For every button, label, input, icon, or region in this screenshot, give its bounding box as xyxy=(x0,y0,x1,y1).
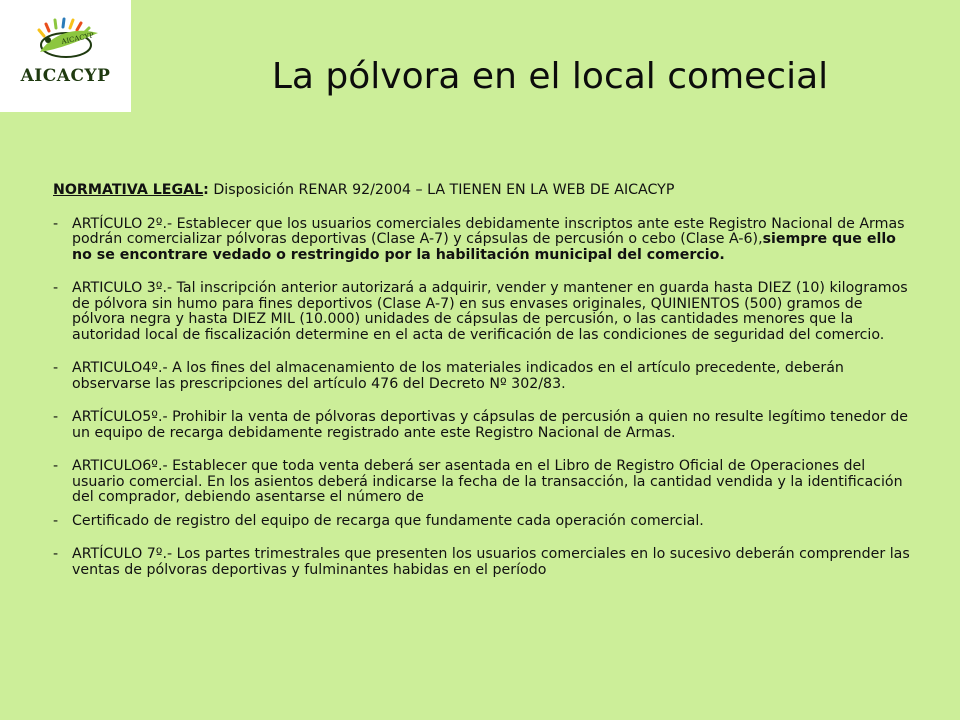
article-6 xyxy=(53,459,913,506)
article-4 xyxy=(53,361,913,392)
logo-ribbon-text: AICACYP xyxy=(60,31,95,46)
logo xyxy=(0,0,131,112)
article-text: ARTÍCULO 2º.- Establecer que los usuarios comerciales debidamente inscriptos ante este Registro Nacional de Armas podrán comercializar pólvoras deportivas (Clase A-7) y cápsulas de percusión o cebo (Clase A-6), xyxy=(72,215,905,247)
list-dash: - xyxy=(53,458,59,474)
normativa-line xyxy=(53,183,913,199)
article-text: Certificado de registro del equipo de recarga que fundamente cada operación comercial. xyxy=(72,512,704,529)
list-dash: - xyxy=(53,546,59,562)
article-text: ARTÍCULO5º.- Prohibir la venta de pólvoras deportivas y cápsulas de percusión a quien no resulte legítimo tenedor de un equipo de recarga debidamente registrado ante este Registro Nacional de Armas. xyxy=(72,409,908,441)
list-dash: - xyxy=(53,215,59,232)
logo-text: AICACYP xyxy=(20,66,111,86)
normativa-label: NORMATIVA LEGAL xyxy=(53,182,204,198)
list-dash: - xyxy=(53,512,59,529)
list-dash: - xyxy=(53,360,59,376)
article-7 xyxy=(53,547,913,578)
document-body xyxy=(53,183,913,596)
article-text: ARTICULO4º.- A los fines del almacenamiento de los materiales indicados en el artículo precedente, deberán observarse las prescripciones del artículo 476 del Decreto Nº 302/83. xyxy=(72,360,844,392)
normativa-colon: : xyxy=(203,182,209,198)
list-dash: - xyxy=(53,280,59,296)
article-6-continuation xyxy=(53,514,913,530)
article-2 xyxy=(53,217,913,264)
aicacyp-emblem-icon xyxy=(0,0,131,70)
article-text: ARTICULO 3º.- Tal inscripción anterior autorizará a adquirir, vender y mantener en guarda hasta DIEZ (10) kilogramos de pólvora sin humo para fines deportivos (Clase A-7) en sus envases originales, QUINIENTOS (500) gramos de pólvora negra y hasta DIEZ MIL (10.000) unidades de cápsulas de percusión, o las cantidades menores que la autoridad local de fiscalización determine en el acta de verificación de las condiciones de seguridad del comercio. xyxy=(72,280,908,343)
list-dash: - xyxy=(53,409,59,425)
normativa-text: Disposición RENAR 92/2004 – LA TIENEN EN LA WEB DE AICACYP xyxy=(208,182,675,198)
article-5 xyxy=(53,410,913,441)
article-bold-text: siempre que ello no se encontrare vedado o restringido por la habilitación municipal del comercio. xyxy=(72,231,896,263)
article-text: ARTICULO6º.- Establecer que toda venta deberá ser asentada en el Libro de Registro Oficial de Operaciones del usuario comercial. En los asientos deberá indicarse la fecha de la transacción, la cantidad vendida y la identificación del comprador, debiendo asentarse el número de xyxy=(72,458,903,505)
article-3 xyxy=(53,281,913,343)
page-title: La pólvora en el local comecial xyxy=(271,56,829,97)
article-text: ARTÍCULO 7º.- Los partes trimestrales que presenten los usuarios comerciales en lo sucesivo deberán comprender las ventas de pólvoras deportivas y fulminantes habidas en el período xyxy=(72,546,910,578)
